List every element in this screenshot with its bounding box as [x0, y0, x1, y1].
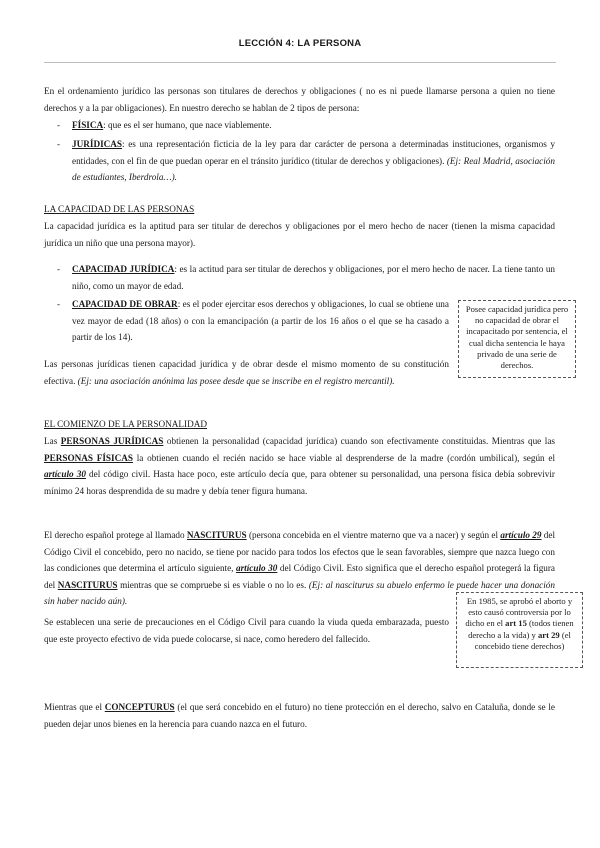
- note-art-15: art 15: [505, 618, 527, 629]
- term-personas-juridicas: PERSONAS JURÍDICAS: [60, 436, 164, 446]
- term-capacidad-obrar: CAPACIDAD DE OBRAR: [72, 299, 178, 309]
- term-juridicas: JURÍDICAS: [72, 139, 123, 149]
- ref-articulo-29: artículo 29: [500, 530, 542, 540]
- comienzo-paragraph-1: [44, 433, 555, 499]
- list-item-capacidad-juridica: [72, 261, 555, 294]
- p2-text-d: del Código Civil. Esto significa que el derecho español protegerá la figura del: [44, 563, 556, 590]
- p4-text-a: Mientras que el: [44, 702, 105, 712]
- p1-text-a: Las: [44, 436, 61, 446]
- comienzo-paragraph-3: Se establecen una serie de precauciones en el Código Civil para cuando la viuda queda embarazada, puesto que este proyecto efectivo de vida puede colocarse, si nace, como heredero del fallecido.: [44, 617, 449, 644]
- intro-paragraph: En el ordenamiento jurídico las personas son titulares de derechos y obligaciones ( no es ni puede llamarse persona a quien no tiene derechos y a la par obligaciones). En nuestro derecho se hablan de 2 tipos de persona:: [44, 86, 555, 113]
- p2-text-e: mientras que se compruebe si es viable o no lo es.: [117, 579, 307, 590]
- ref-articulo-30: artículo 30: [44, 469, 86, 480]
- term-personas-fisicas: PERSONAS FÍSICAS: [44, 452, 133, 463]
- term-fisica: FÍSICA: [72, 120, 104, 130]
- bullet-dash: -: [57, 120, 61, 130]
- margin-note-incapacitado: Posee capacidad jurídica pero no capacidad de obrar el incapacitado por sentencia, el cual dicha sentencia le haya privado de una serie de derechos.: [458, 300, 576, 378]
- bullet-dash: -: [57, 264, 61, 274]
- bullet-dash: -: [57, 299, 61, 309]
- juridicas-text: : es una representación ficticia de la ley para dar carácter de persona a determinadas instituciones, organismos y entidades, con el fin de que puedan operar en el tránsito jurídico (titular de derechos y obligaciones).: [72, 139, 555, 166]
- juridicas-capacidad-example: (Ej: una asociación anónima las posee desde que se inscribe en el registro mercantil).: [77, 375, 395, 386]
- capacidad-intro: La capacidad jurídica es la aptitud para ser titular de derechos y obligaciones por el mero hecho de nacer (tienen la misma capacidad jurídica un niño que una persona mayor).: [44, 221, 555, 248]
- nasciturus-example: (Ej: al nasciturus su abuelo enfermo le puede hacer una donación sin haber nacido aún).: [44, 579, 555, 607]
- p1-text-b: obtienen la personalidad (capacidad jurídica) cuando son efectivamente constituidas. Mientras que las: [163, 436, 555, 446]
- comienzo-paragraph-4: [44, 699, 555, 732]
- heading-capacidad: LA CAPACIDAD DE LAS PERSONAS: [44, 204, 195, 214]
- bullet-dash: -: [57, 139, 61, 149]
- juridicas-capacidad-paragraph: [44, 356, 449, 389]
- ref-articulo-30-b: artículo 30: [236, 563, 278, 574]
- capacidad-juridica-text: : es la actitud para ser titular de derechos y obligaciones, por el mero hecho de nacer. La tiene tanto un niño, como un mayor de edad.: [72, 264, 556, 291]
- page-title: LECCIÓN 4: LA PERSONA: [238, 38, 362, 49]
- margin-note-aborto: [456, 592, 583, 668]
- term-nasciturus: NASCITURUS: [186, 530, 247, 540]
- p2-text-b: (persona concebida en el vientre materno que va a nacer) y según el: [246, 530, 501, 540]
- note-text-a: En 1985, se aprobó el aborto y esto causó controversia por lo dicho en el: [465, 596, 573, 629]
- p2-text-a: El derecho español protege al llamado: [44, 530, 187, 540]
- term-capacidad-juridica: CAPACIDAD JURÍDICA: [72, 264, 175, 274]
- p1-text-c: la obtienen cuando el recién nacido se hace viable al desprenderse de la madre (cordón umbilical), según el: [133, 452, 555, 463]
- term-concepturus: CONCEPTURUS: [104, 702, 175, 712]
- juridicas-capacidad-text: Las personas jurídicas tienen capacidad jurídica y de obrar desde el mismo momento de su constitución efectiva.: [44, 359, 449, 386]
- list-item-juridicas: [72, 136, 555, 186]
- heading-comienzo: EL COMIENZO DE LA PERSONALIDAD: [44, 419, 207, 429]
- note-text-b: (todos tienen derecho a la vida) y: [468, 618, 574, 640]
- juridicas-example: (Ej: Real Madrid, asociación de estudiantes, Iberdrola…).: [72, 155, 555, 183]
- list-item-capacidad-obrar: [72, 296, 449, 346]
- term-nasciturus-b: NASCITURUS: [57, 579, 118, 590]
- p1-text-d: del código civil. Hasta hace poco, este artículo decía que, para obtener su personalidad, una persona física debía sobrevivir mínimo 24 horas desprendida de su madre y debía tener figura humana.: [44, 469, 555, 496]
- capacidad-obrar-text: : es el poder ejercitar esos derechos y obligaciones, lo cual se obtiene una vez mayor de edad (18 años) o con la emancipación (a partir de los 16 años o el que se ha casado a partir de los 14).: [72, 299, 449, 343]
- p4-text-b: (el que será concebido en el futuro) no tiene protección en el derecho, salvo en Cataluña, donde se le pueden dejar unos bienes en la herencia para cuando nazca en el futuro.: [44, 702, 555, 729]
- p2-text-c: del Código Civil el concebido, pero no nacido, se tiene por nacido para todos los efectos que le sean favorables, siempre que nazca luego con las condiciones que determina el artículo siguiente,: [44, 530, 555, 574]
- note-text-c: (el concebido tiene derechos): [474, 629, 571, 651]
- fisica-text: : que es el ser humano, que nace viablemente.: [103, 120, 272, 130]
- title-divider: [44, 62, 556, 63]
- list-item-fisica: [72, 117, 555, 134]
- note-art-29: art 29: [537, 629, 560, 640]
